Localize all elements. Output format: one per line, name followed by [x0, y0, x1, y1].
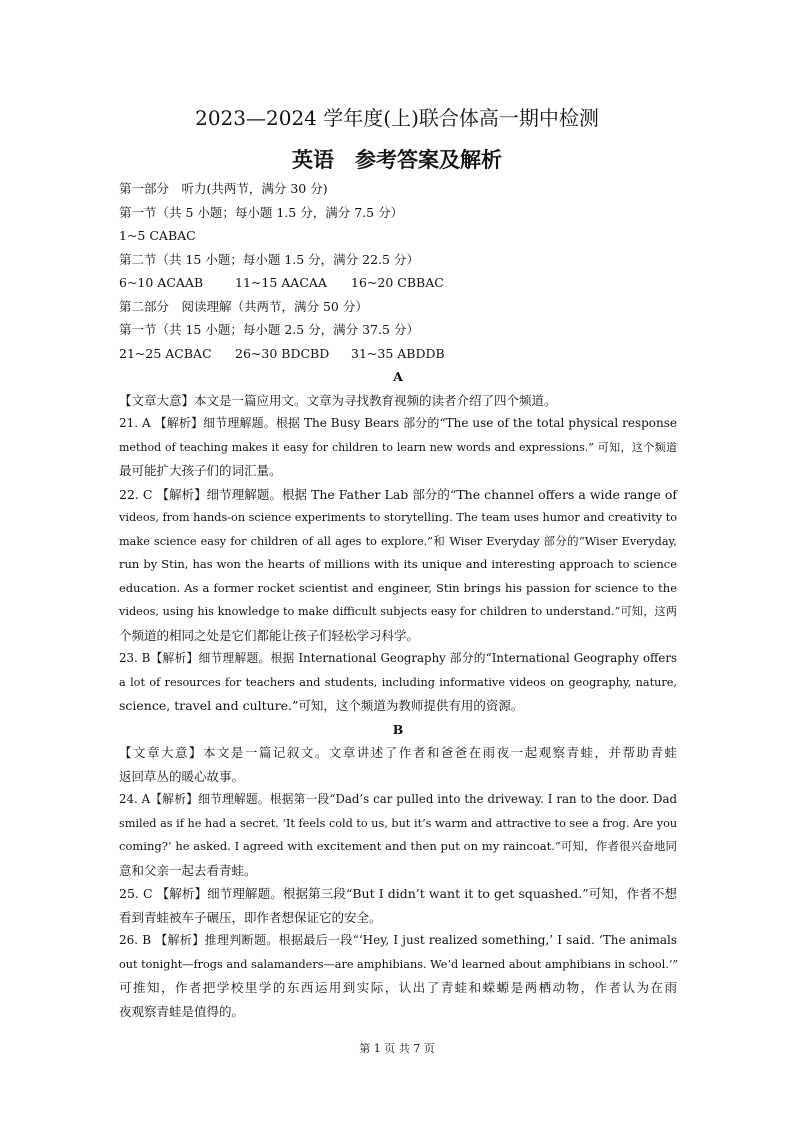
answer-group: 6~10 ACAAB	[119, 275, 204, 290]
part1-section1-answers	[119, 224, 677, 248]
paragraph-line: method of teaching makes it easy for children to learn new words and expressions.” 可知，这个频道	[119, 440, 677, 454]
paragraph-line: 22. C 【解析】细节理解题。根据 The Father Lab 部分的“The channel offers a wide range of	[119, 486, 677, 502]
part1-section2-heading: 第二节（共 15 小题；每小题 1.5 分，满分 22.5 分）	[119, 251, 419, 267]
paragraph-line: videos, from hands-on science experiments to storytelling. The team uses humor and creativity to	[119, 511, 677, 524]
exam-title: 2023—2024 学年度(上)联合体高一期中检测	[195, 106, 599, 130]
paragraph-line: 21. A 【解析】细节理解题。根据 The Busy Bears 部分的“The use of the total physical response	[119, 416, 677, 430]
document-body	[119, 177, 677, 1023]
paragraph-line: 意和父亲一起去看青蛙。	[119, 862, 257, 878]
paragraph-line: 夜观察青蛙是值得的。	[119, 1003, 245, 1019]
paragraph-line: 25. C 【解析】细节理解题。根据第三段“But I didn’t want it to get squashed.”可知，作者不想	[119, 886, 677, 901]
paragraph-line: coming?’ he asked. I agreed with excitement and then put on my raincoat.”可知，作者很兴奋地同	[119, 839, 677, 853]
answer-group: 26~30 BDCBD	[235, 345, 330, 361]
paragraph-line: 看到青蛙被车子碾压，即作者想保证它的安全。	[119, 909, 382, 925]
paragraph-line: videos, using his knowledge to make difficult subjects easy for children to understand.”可知，这两	[119, 605, 677, 618]
page-footer: 第 1 页 共 7 页	[359, 1042, 435, 1055]
document-subtitle: 英语 参考答案及解析	[292, 147, 502, 172]
paragraph-line: education. As a former rocket scientist and engineer, Stin brings his passion for science to the	[119, 580, 677, 595]
paragraph-line: 返回草丛的暖心故事。	[119, 768, 245, 784]
paragraph-line: 【文章大意】本文是一篇应用文。文章为寻找教育视频的读者介绍了四个频道。	[119, 392, 557, 408]
passage-a-label: A	[393, 369, 403, 384]
paragraph-line: 24. A【解析】细节理解题。根据第一段“Dad’s car pulled into the driveway. I ran to the door. Dad	[119, 792, 677, 806]
part2-section1-answers	[119, 342, 677, 366]
paragraph-line: out tonight—frogs and salamanders—are amphibians. We’d learned about amphibians in school.’”	[119, 957, 679, 971]
part1-heading: 第一部分 听力(共两节，满分 30 分)	[119, 181, 328, 196]
part1-section2-answers	[119, 271, 677, 295]
part1-section1-heading: 第一节（共 5 小题；每小题 1.5 分，满分 7.5 分）	[119, 204, 404, 220]
paragraph-line: smiled as if he had a secret. ‘It feels cold to us, but it’s warm and attractive to see a frog. Are you	[119, 816, 678, 830]
paragraph-line: science, travel and culture.”可知，这个频道为教师提供有用的资源。	[119, 698, 524, 713]
answer-group: 11~15 AACAA	[235, 275, 327, 290]
paragraph-line: 可推知，作者把学校里学的东西运用到实际，认出了青蛙和蝾螈是两栖动物，作者认为在雨	[119, 980, 677, 995]
paragraph-line: 【文章大意】本文是一篇记叙文。文章讲述了作者和爸爸在雨夜一起观察青蛙，并帮助青蛙	[119, 745, 677, 760]
paragraph-line: 23. B【解析】细节理解题。根据 International Geography 部分的“International Geography offers	[119, 651, 677, 665]
passage-b-label: B	[392, 721, 404, 737]
paragraph-line: 最可能扩大孩子们的词汇量。	[119, 463, 282, 478]
paragraph-line: 26. B 【解析】推理判断题。根据最后一段“‘Hey, I just realized something,’ I said. ‘The animals	[119, 933, 677, 947]
answer-group: 31~35 ABDDB	[351, 345, 445, 361]
paragraph-line: 个频道的相同之处是它们都能让孩子们轻松学习科学。	[119, 627, 420, 643]
paragraph-line: run by Stin, has won the hearts of millions with its unique and interesting approach to science	[119, 557, 677, 571]
part2-heading: 第二部分 阅读理解（共两节，满分 50 分）	[119, 298, 368, 314]
answer-group: 1~5 CABAC	[119, 228, 196, 243]
answer-group: 16~20 CBBAC	[351, 275, 444, 290]
part2-section1-heading: 第一节（共 15 小题；每小题 2.5 分，满分 37.5 分）	[119, 322, 419, 337]
paragraph-line: make science easy for children of all ages to explore.”和 Wiser Everyday 部分的“Wiser Everyday,	[119, 534, 677, 548]
paragraph-line: a lot of resources for teachers and students, including informative videos on geography, nature,	[119, 675, 677, 689]
answer-group: 21~25 ACBAC	[119, 345, 212, 361]
